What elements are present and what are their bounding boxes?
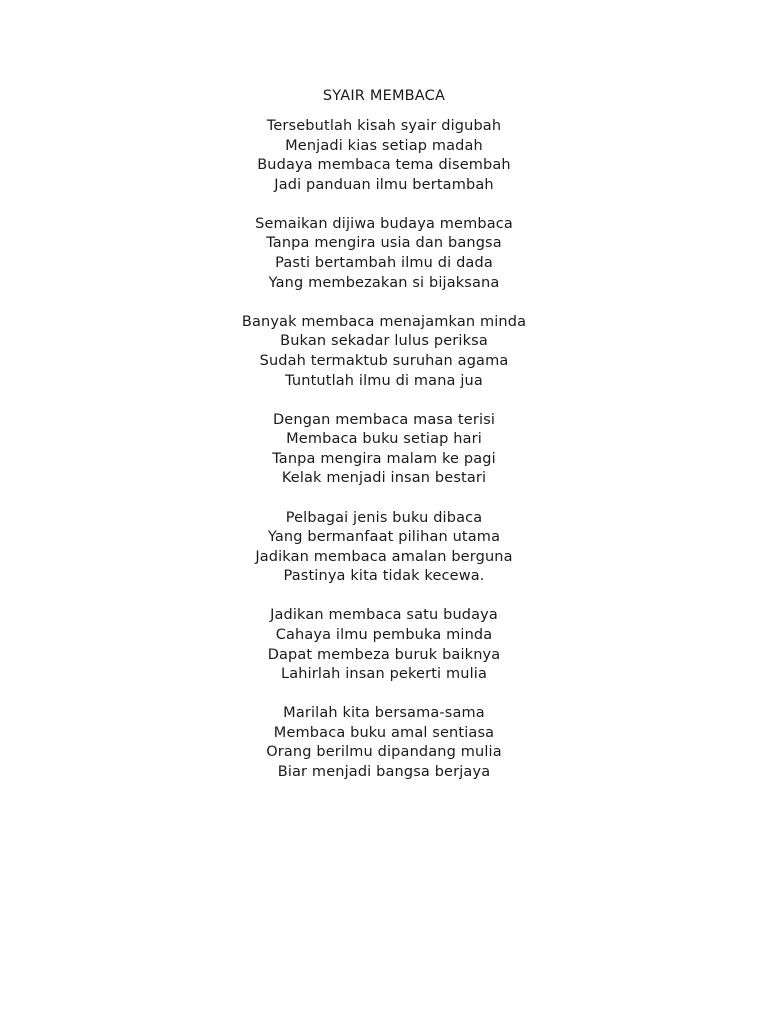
poem-line: Orang berilmu dipandang mulia — [266, 744, 502, 761]
poem-line: Tuntutlah ilmu di mana jua — [285, 372, 483, 389]
poem-line: Membaca buku amal sentiasa — [273, 724, 495, 741]
poem-line: Banyak membaca menajamkan minda — [241, 313, 527, 330]
poem-line: Jadikan membaca satu budaya — [270, 607, 498, 624]
poem-line: Marilah kita bersama-sama — [283, 705, 485, 722]
poem-line: Dengan membaca masa terisi — [272, 411, 496, 428]
poem-line: Lahirlah insan pekerti mulia — [281, 666, 487, 683]
poem-line: Tanpa mengira usia dan bangsa — [266, 235, 502, 252]
poem-line: Yang membezakan si bijaksana — [268, 274, 500, 291]
poem-line: Sudah termaktub suruhan agama — [259, 352, 509, 369]
poem-line: Kelak menjadi insan bestari — [281, 470, 487, 487]
poem-line: Pastinya kita tidak kecewa. — [283, 568, 485, 585]
poem-line: Biar menjadi bangsa berjaya — [277, 764, 491, 781]
stanza-7 — [0, 704, 768, 782]
stanza-5 — [0, 509, 768, 587]
poem-line: Jadi panduan ilmu bertambah — [274, 176, 494, 193]
poem-line: Pasti bertambah ilmu di dada — [275, 255, 493, 272]
poem-body — [0, 117, 768, 802]
stanza-3 — [0, 313, 768, 391]
poem-line: Pelbagai jenis buku dibaca — [285, 509, 483, 526]
poem-line: Membaca buku setiap hari — [286, 431, 482, 448]
poem-line: Yang bermanfaat pilihan utama — [267, 529, 501, 546]
poem-line: Cahaya ilmu pembuka minda — [275, 626, 493, 643]
poem-line: Semaikan dijiwa budaya membaca — [255, 215, 513, 232]
poem-line: Bukan sekadar lulus periksa — [280, 333, 488, 350]
poem-line: Dapat membeza buruk baiknya — [267, 646, 501, 663]
stanza-6 — [0, 606, 768, 684]
stanza-4 — [0, 411, 768, 489]
poem-line: Tersebutlah kisah syair digubah — [266, 118, 502, 134]
poem-line: Menjadi kias setiap madah — [285, 137, 483, 154]
poem-title: SYAIR MEMBACA — [322, 88, 446, 104]
stanza-2 — [0, 215, 768, 293]
poem-line: Jadikan membaca amalan berguna — [255, 548, 513, 565]
poem-line: Budaya membaca tema disembah — [257, 157, 511, 174]
poem-line: Tanpa mengira malam ke pagi — [272, 450, 496, 467]
stanza-1 — [0, 117, 768, 195]
